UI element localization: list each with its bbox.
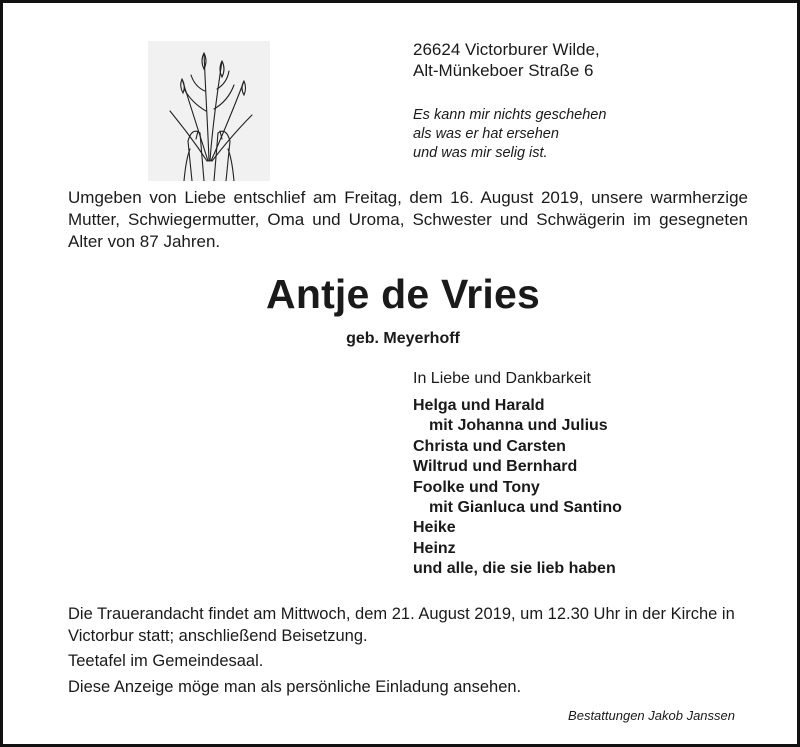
verse-line: und was mir selig ist. bbox=[413, 145, 548, 161]
bible-verse bbox=[413, 106, 606, 163]
mourner-line: Helga und Harald bbox=[413, 397, 545, 414]
mourner-line: mit Johanna und Julius bbox=[429, 417, 608, 435]
invitation-text: Diese Anzeige möge man als persönliche Einladung ansehen. bbox=[68, 677, 522, 696]
praying-hands-wheat-icon bbox=[148, 41, 270, 181]
mourner-line: mit Gianluca und Santino bbox=[429, 499, 622, 517]
address-line-2: Alt-Münkeboer Straße 6 bbox=[413, 61, 594, 80]
mourner-line: Heike bbox=[413, 519, 456, 537]
mourner-line: und alle, die sie lieb haben bbox=[413, 560, 616, 578]
mourner-line: Heinz bbox=[413, 539, 456, 557]
tea-reception-text: Teetafel im Gemeindesaal. bbox=[68, 652, 264, 670]
mourners-list bbox=[413, 396, 622, 580]
maiden-name: geb. Meyerhoff bbox=[346, 330, 460, 347]
deceased-name: Antje de Vries bbox=[266, 271, 540, 317]
verse-line: als was er hat ersehen bbox=[413, 126, 559, 142]
mourner-line: Wiltrud und Bernhard bbox=[413, 458, 578, 476]
undertaker-name: Bestattungen Jakob Janssen bbox=[568, 708, 735, 723]
mourner-line: Christa und Carsten bbox=[413, 437, 566, 455]
verse-line: Es kann mir nichts geschehen bbox=[413, 107, 607, 123]
death-announcement-text: Umgeben von Liebe entschlief am Freitag, dem 16. August 2019, unsere warmherzige Mutter, Schwiegermutter, Oma und Uroma, Schwester und Schwägerin im gesegneten Alter von 87 Jahren. bbox=[68, 188, 748, 251]
mourner-line: Foolke und Tony bbox=[413, 478, 540, 496]
address-line-1: 26624 Victorburer Wilde, bbox=[413, 40, 600, 59]
service-details bbox=[68, 604, 748, 702]
funeral-service-text: Die Trauerandacht findet am Mittwoch, dem 21. August 2019, um 12.30 Uhr in der Kirche in Victorbur statt; anschließend Beisetzung. bbox=[68, 605, 735, 645]
address bbox=[413, 39, 600, 81]
mourners-intro: In Liebe und Dankbarkeit bbox=[413, 370, 591, 387]
